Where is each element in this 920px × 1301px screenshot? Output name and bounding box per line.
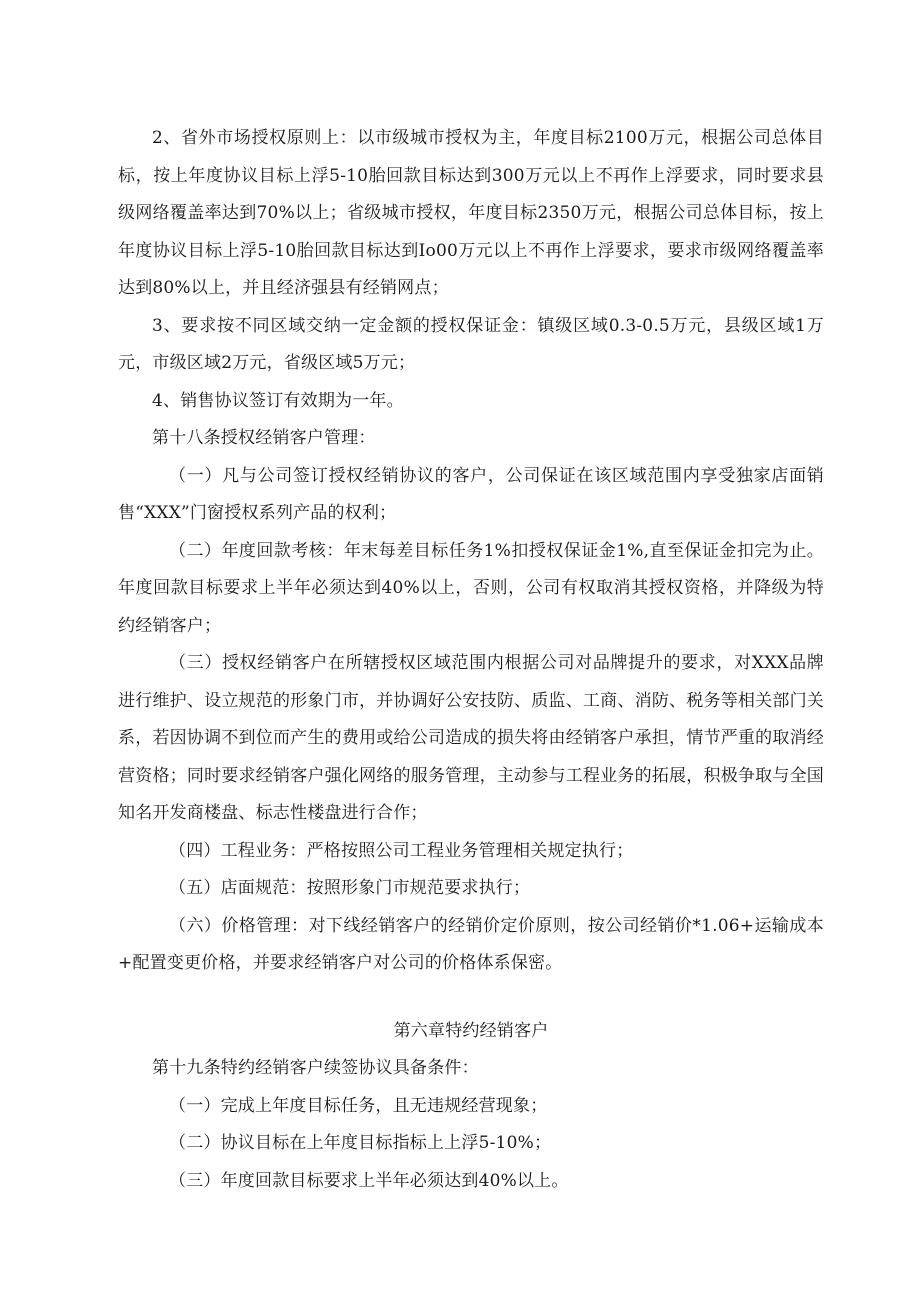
condition-1: （一）完成上年度目标任务，且无违规经营现象；: [169, 1095, 548, 1116]
clause-6-price-management: （六）价格管理：对下线经销客户的经销价定价原则，按公司经销价*1.06+运输成本+配置变更价格，并要求经销客户对公司的价格体系保密。: [118, 915, 824, 973]
clause-3-brand-maintenance: （三）授权经销客户在所辖授权区域范围内根据公司对品牌提升的要求，对XXX品牌进行维护、设立规范的形象门市，并协调好公安技防、质监、工商、消防、税务等相关部门关系，若因协调不到位而产生的费用或给公司造成的损失将由经销客户承担，情节严重的取消经营资格；同时要求经销客户强化网络的服务管理，主动参与工程业务的拓展，积极争取与全国知名开发商楼盘、标志性楼盘进行合作；: [118, 653, 824, 823]
paragraph-authorization-deposit: 3、要求按不同区域交纳一定金额的授权保证金：镇级区域0.3-0.5万元，县级区域1万元，市级区域2万元，省级区域5万元；: [118, 315, 824, 373]
chapter-title: 第六章特约经销客户: [393, 1020, 549, 1041]
article-19-heading: 第十九条特约经销客户续签协议具备条件：: [152, 1058, 479, 1078]
paragraph-agreement-validity: 4、销售协议签订有效期为一年。: [152, 390, 404, 411]
condition-3: （三）年度回款目标要求上半年必须达到40%以上。: [169, 1170, 569, 1191]
clause-1-exclusive-sales: （一）凡与公司签订授权经销协议的客户，公司保证在该区域范围内享受独家店面销售“XXX”门窗授权系列产品的权利；: [118, 465, 824, 523]
clause-2-payment-assessment: （二）年度回款考核：年末每差目标任务1%扣授权保证金1%,直至保证金扣完为止。年度回款目标要求上半年必须达到40%以上，否则，公司有权取消其授权资格，并降级为特约经销客户；: [118, 540, 824, 636]
clause-4-engineering-business: （四）工程业务：严格按照公司工程业务管理相关规定执行；: [169, 840, 634, 861]
clause-5-store-standards: （五）店面规范：按照形象门市规范要求执行；: [169, 878, 531, 898]
document-page: [118, 120, 824, 1200]
paragraph-out-of-province-authorization: 2、省外市场授权原则上：以市级城市授权为主，年度目标2100万元，根据公司总体目标，按上年度协议目标上浮5-10胎回款目标达到300万元以上不再作上浮要求，同时要求县级网络覆盖率达到70%以上；省级城市授权，年度目标2350万元，根据公司总体目标，按上年度协议目标上浮5-10胎回款目标达到Io00万元以上不再作上浮要求，要求市级网络覆盖率达到80%以上，并且经济强县有经销网点；: [118, 128, 824, 298]
condition-2: （二）协议目标在上年度目标指标上上浮5-10%；: [169, 1133, 552, 1153]
article-18-heading: 第十八条授权经销客户管理：: [152, 428, 376, 448]
